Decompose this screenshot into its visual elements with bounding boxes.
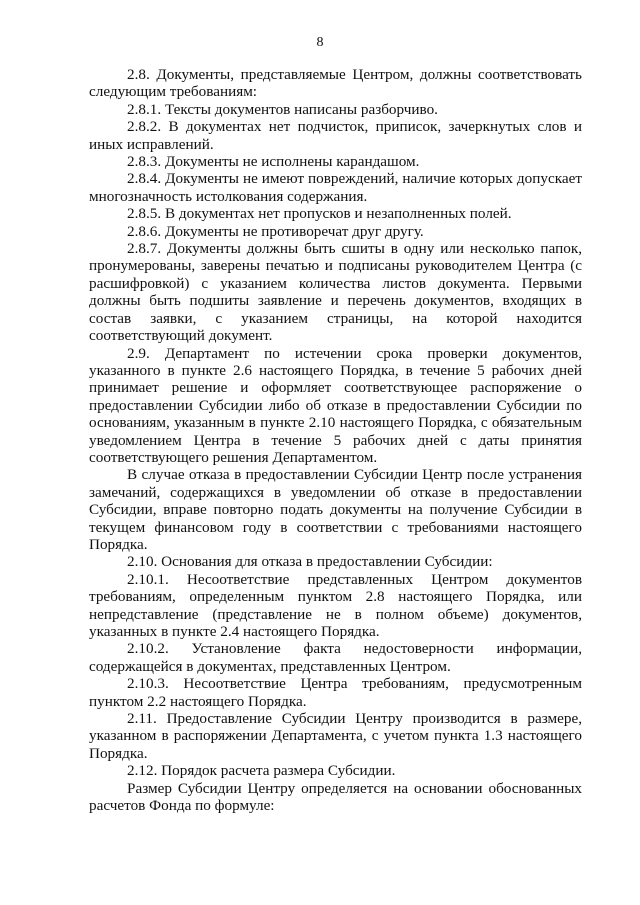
paragraph-2-10: 2.10. Основания для отказа в предоставлении Субсидии: [127,553,493,571]
paragraph-2-8: 2.8. Документы, представляемые Центром, должны соответствовать следующим требованиям: [89,66,582,101]
paragraph-2-11: 2.11. Предоставление Субсидии Центру производится в размере, указанном в распоряжении Департамента, с учетом пункта 1.3 настоящего Порядка. [89,710,582,762]
paragraph-2-12: 2.12. Порядок расчета размера Субсидии. [127,762,396,780]
paragraph-2-9: 2.9. Департамент по истечении срока проверки документов, указанного в пункте 2.6 настоящего Порядка, в течение 5 рабочих дней принимает решение и оформляет соответствующее распоряжение о предоставлении Субсидии либо об отказе в предоставлении Субсидии по основаниям, указанным в пункте 2.10 настоящего Порядка, с обязательным уведомлением Центра в течение 5 рабочих дней с даты принятия соответствующего решения Департаментом. [89,344,582,466]
paragraph-2-10-3: 2.10.3. Несоответствие Центра требованиям, предусмотренным пунктом 2.2 настоящего Порядка. [89,675,582,710]
paragraph-2-8-6: 2.8.6. Документы не противоречат друг другу. [127,222,424,240]
paragraph-2-8-7: 2.8.7. Документы должны быть сшиты в одну или несколько папок, пронумерованы, заверены печатью и подписаны руководителем Центра (с расшифровкой) с указанием количества листов документа. Первыми должны быть подшиты заявление и перечень документов, входящих в состав заявки, с указанием страницы, на которой находится соответствующий документ. [89,240,582,345]
paragraph-2-8-5: 2.8.5. В документах нет пропусков и незаполненных полей. [127,205,512,223]
paragraph-2-10-2: 2.10.2. Установление факта недостоверности информации, содержащейся в документах, представленных Центром. [89,640,582,675]
paragraph-2-8-1: 2.8.1. Тексты документов написаны разборчиво. [127,100,438,118]
paragraph-2-10-1: 2.10.1. Несоответствие представленных Центром документов требованиям, определенным пунктом 2.8 настоящего Порядка, или непредставление (представление не в полном объеме) документов, указанных в пункте 2.4 настоящего Порядка. [89,570,582,640]
document-body [89,66,582,814]
page-number: 8 [316,35,324,50]
paragraph-refusal-resubmission: В случае отказа в предоставлении Субсидии Центр после устранения замечаний, содержащихся в уведомлении об отказе в предоставлении Субсидии, вправе повторно подать документы на получение Субсидии в текущем финансовом году в соответствии с требованиями настоящего Порядка. [89,466,582,553]
paragraph-subsidy-formula: Размер Субсидии Центру определяется на основании обоснованных расчетов Фонда по формуле: [89,779,582,815]
paragraph-2-8-4: 2.8.4. Документы не имеют повреждений, наличие которых допускает многозначность истолкования содержания. [89,170,582,205]
paragraph-2-8-2: 2.8.2. В документах нет подчисток, приписок, зачеркнутых слов и иных исправлений. [89,118,582,153]
paragraph-2-8-3: 2.8.3. Документы не исполнены карандашом. [127,153,420,171]
